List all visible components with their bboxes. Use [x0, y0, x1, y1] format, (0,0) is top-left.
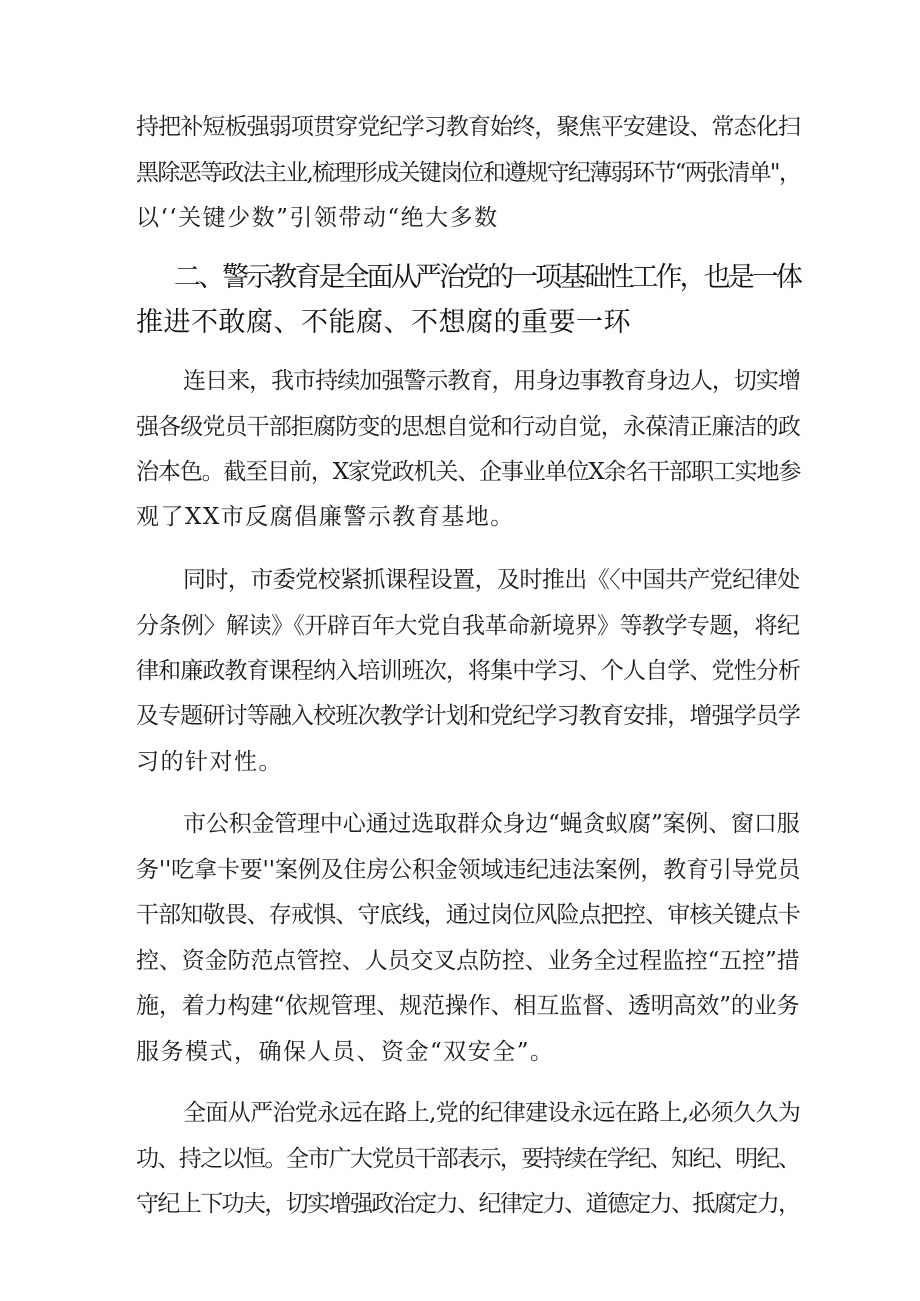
para-intro-line-1: 持把补短板强弱项贯穿党纪学习教育始终，聚焦平安建设、常态化扫 [136, 114, 801, 140]
para-3-line-5: 施，着力构建“依规管理、规范操作、相互监督、透明高效”的业务 [136, 993, 800, 1019]
para-3-line-1: 市公积金管理中心通过选取群众身边“蝇贪蚁腐”案例、窗口服 [183, 811, 800, 837]
para-4-line-3: 守纪上下功夫，切实增强政治定力、纪律定力、道德定力、抵腐定力， [136, 1191, 800, 1217]
para-2-line-5: 习的针对性。 [136, 749, 283, 775]
para-1-line-2: 强各级党员干部拒腐防变的思想自觉和行动自觉，永葆清正廉洁的政 [136, 414, 801, 440]
para-3-line-2: 务''吃拿卡要''案例及住房公积金领域违纪违法案例，教育引导党员 [136, 857, 801, 883]
para-intro-line-2: 黑除恶等政法主业,梳理形成关键岗位和遵规守纪薄弱环节“两张清单"， [136, 160, 801, 186]
para-3-line-6: 服务模式，确保人员、资金“双安全”。 [136, 1039, 555, 1065]
para-4-line-2: 功、持之以恒。全市广大党员干部表示，要持续在学纪、知纪、明纪、 [136, 1146, 800, 1172]
para-2-line-4: 及专题研讨等融入校班次教学计划和党纪学习教育安排，增强学员学 [136, 703, 801, 729]
para-4-line-1: 全面从严治党永远在路上,党的纪律建设永远在路上,必须久久为 [183, 1100, 801, 1126]
section-heading-line-1: 二、警示教育是全面从严治党的一项基础性工作，也是一体 [174, 262, 800, 293]
section-heading-line-2: 推进不敢腐、不能腐、不想腐的重要一环 [136, 307, 631, 338]
para-2-line-3: 律和廉政教育课程纳入培训班次，将集中学习、个人自学、党性分析 [136, 658, 801, 684]
para-2-line-2: 分条例〉解读》《开辟百年大党自我革命新境界》等教学专题，将纪 [136, 613, 800, 639]
para-intro-line-3: 以‘‘关键少数”引领带动“绝大多数 [136, 205, 499, 231]
para-1-line-3: 治本色。截至目前，X家党政机关、企事业单位X余名干部职工实地参 [136, 459, 801, 485]
para-3-line-4: 控、资金防范点管控、人员交叉点防控、业务全过程监控“五控”措 [136, 948, 800, 974]
para-2-line-1: 同时，市委党校紧抓课程设置，及时推出《〈中国共产党纪律处 [183, 567, 800, 593]
para-1-line-4: 观了XX市反腐倡廉警示教育基地。 [136, 504, 515, 530]
para-3-line-3: 干部知敬畏、存戒惧、守底线，通过岗位风险点把控、审核关键点卡 [136, 902, 801, 928]
para-1-line-1: 连日来，我市持续加强警示教育，用身边事教育身边人，切实增 [183, 368, 801, 394]
